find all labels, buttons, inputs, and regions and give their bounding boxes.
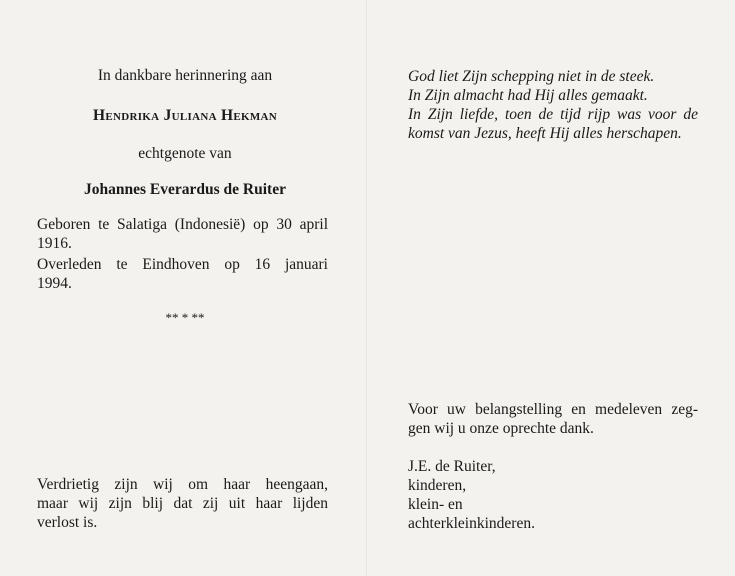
spouse-intro: echtgenote van <box>138 145 232 162</box>
spouse-name: Johannes Everardus de Ruiter <box>84 181 286 198</box>
family-line-3: klein- en <box>408 496 463 513</box>
deceased-name: Hendrika Juliana Hekman <box>92 107 278 124</box>
verse-line-3: In Zijn liefde, toen de tijd rijp was voor de <box>408 106 698 123</box>
verse-line-4: komst van Jezus, heeft Hij alles herschapen. <box>408 125 682 142</box>
closing-line-2: maar wij zijn blij dat zij uit haar lijden <box>37 495 328 512</box>
ornament: ** * ** <box>165 310 205 325</box>
thanks-line-2: gen wij u onze oprechte dank. <box>408 420 594 437</box>
family-line-2: kinderen, <box>408 477 467 494</box>
heading: In dankbare herinnering aan <box>97 67 273 84</box>
family-line-4: achterkleinkinderen. <box>408 515 535 532</box>
verse-line-1: God liet Zijn schepping niet in de steek. <box>408 68 655 85</box>
closing-line-3: verlost is. <box>37 514 98 531</box>
death-line-1: Overleden te Eindhoven op 16 januari <box>37 256 328 273</box>
birth-line-1: Geboren te Salatiga (Indonesië) op 30 april <box>37 216 328 233</box>
family-line-1: J.E. de Ruiter, <box>408 458 496 475</box>
verse-line-2: In Zijn almacht had Hij alles gemaakt. <box>408 87 648 104</box>
fold-line <box>366 0 368 576</box>
closing-line-1: Verdrietig zijn wij om haar heengaan, <box>37 476 328 493</box>
birth-line-2: 1916. <box>37 235 72 252</box>
death-line-2: 1994. <box>37 275 72 292</box>
thanks-line-1: Voor uw belangstelling en medeleven zeg- <box>408 401 698 418</box>
